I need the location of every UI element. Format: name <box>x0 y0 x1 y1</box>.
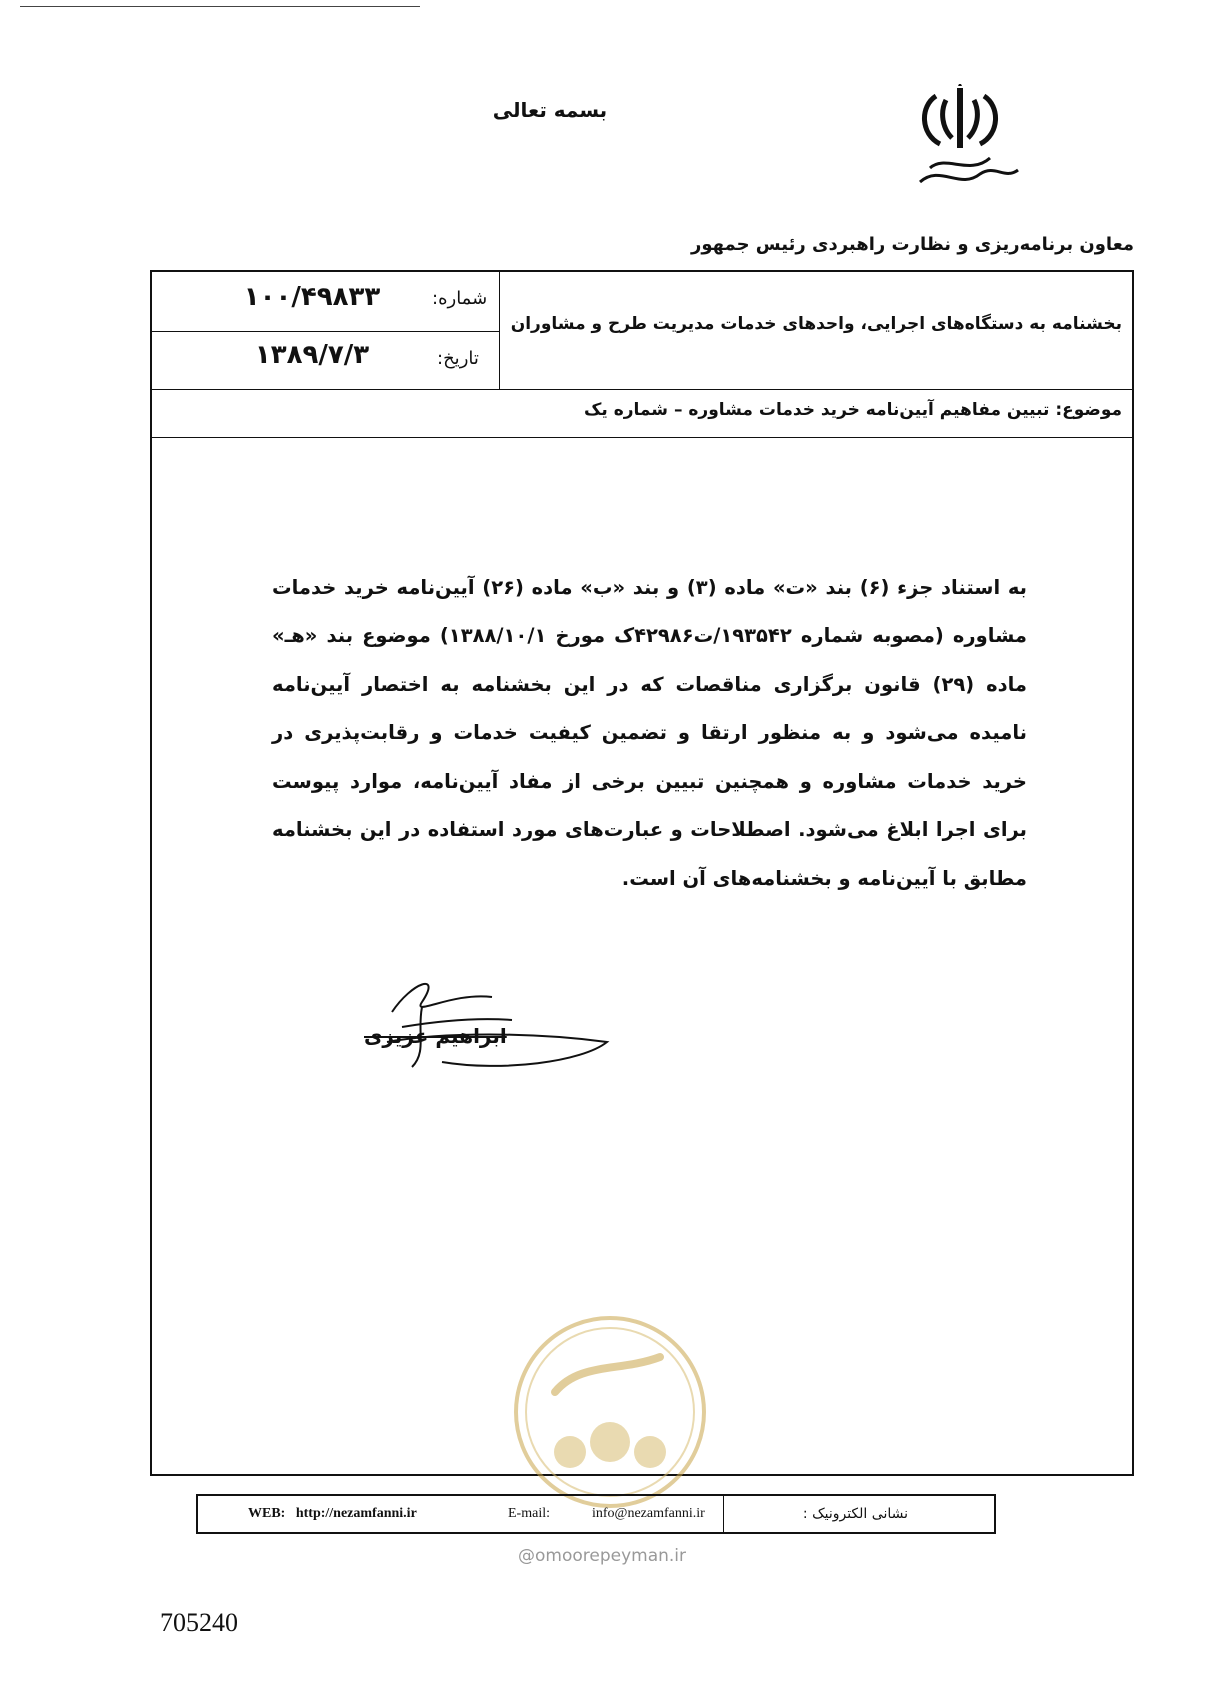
subject-line: موضوع: تبیین مفاهیم آیین‌نامه خرید خدمات مشاوره – شماره یک <box>584 400 1122 420</box>
electronic-address-label: نشانی الکترونیک : <box>802 1506 908 1522</box>
date-label: تاریخ: <box>437 348 479 369</box>
recipient-line: بخشنامه به دستگاه‌های اجرایی، واحدهای خدمات مدیریت طرح و مشاوران <box>510 314 1122 334</box>
signer-name: ابراهیم عزیزی <box>364 1024 507 1048</box>
subject-divider <box>152 437 1132 438</box>
watermark: @omoorepeyman.ir <box>518 1546 687 1566</box>
date-value: ۱۳۸۹/۷/۳ <box>254 340 370 370</box>
emblem-icon <box>900 84 1030 194</box>
presidency-emblem <box>900 84 1030 194</box>
meta-divider <box>152 331 499 332</box>
basmala: بسمه تعالی <box>492 98 608 122</box>
body-paragraph: به استناد جزء (۶) بند «ت» ماده (۳) و بند «ب» ماده (۲۶) آیین‌نامه خرید خدمات مشاوره (مصوبه شماره ۱۹۳۵۴۲/ت۴۲۹۸۶ک مورخ ۱۳۸۸/۱۰/۱) موضوع بند «هـ» ماده (۲۹) قانون برگزاری مناقصات که در این بخشنامه به اختصار آیین‌نامه نامیده می‌شود و به منظور ارتقا و تضمین کیفیت خدمات و رقابت‌پذیری در خرید خدمات مشاوره و همچنین تبیین برخی از مفاد آیین‌نامه، موارد پیوست برای اجرا ابلاغ می‌شود. اصطلاحات و عبارت‌های مورد استفاده در این بخشنامه مطابق با آیین‌نامه و بخشنامه‌های آن است. <box>272 575 1028 890</box>
scan-top-line <box>20 6 420 7</box>
footer-divider <box>723 1496 724 1532</box>
web-label: WEB: <box>248 1506 286 1521</box>
web-field <box>248 1506 417 1522</box>
contact-footer <box>196 1494 996 1534</box>
email-link[interactable]: info@nezamfanni.ir <box>592 1506 705 1521</box>
letter-frame <box>150 270 1134 1476</box>
deputy-title: معاون برنامه‌ریزی و نظارت راهبردی رئیس جمهور <box>690 234 1134 255</box>
email-label: E-mail: <box>508 1506 550 1521</box>
header-divider-vertical <box>499 272 500 389</box>
stamp-seal <box>510 1312 710 1512</box>
number-value: ۱۰۰/۴۹۸۳۳ <box>243 282 381 312</box>
document-number: 705240 <box>160 1608 238 1637</box>
header-divider <box>152 389 1132 390</box>
number-label: شماره: <box>432 288 488 309</box>
web-link[interactable]: http://nezamfanni.ir <box>295 1506 417 1521</box>
